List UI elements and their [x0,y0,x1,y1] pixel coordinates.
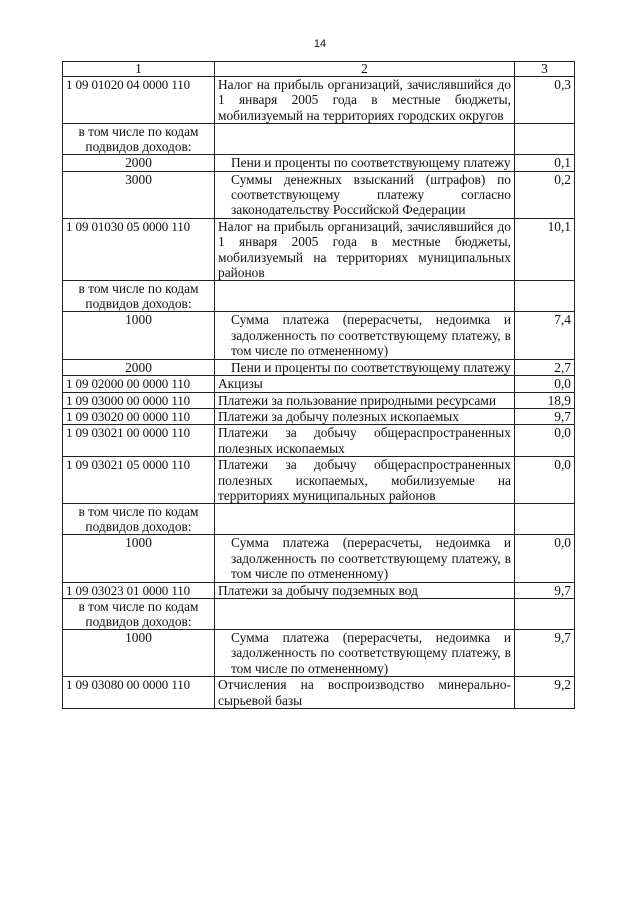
column-header: 3 [515,62,575,77]
subtype-label-cell: в том числе по кодам подвидов доходов: [63,124,215,155]
column-header: 2 [215,62,515,77]
table-row [63,504,575,535]
column-header: 1 [63,62,215,77]
name-cell: Налог на прибыль организаций, зачислявшийся до 1 января 2005 года в местные бюджеты, мобилизуемый на территориях муниципальных районов [215,218,515,281]
table-row [63,312,575,359]
value-cell [515,504,575,535]
name-cell: Сумма платежа (перерасчеты, недоимка и задолженность по соответствующему платежу, в том числе по отмененному) [215,629,515,676]
table-row [63,77,575,124]
table-row [63,408,575,424]
value-cell: 10,1 [515,218,575,281]
subtype-label-cell: в том числе по кодам подвидов доходов: [63,504,215,535]
code-cell: 1 09 03000 00 0000 110 [63,392,215,408]
code-cell: 1 09 03023 01 0000 110 [63,582,215,598]
value-cell [515,598,575,629]
value-cell [515,281,575,312]
value-cell: 0,0 [515,376,575,392]
value-cell: 9,7 [515,408,575,424]
name-cell [215,598,515,629]
code-cell: 1000 [63,535,215,582]
name-cell [215,504,515,535]
value-cell: 18,9 [515,392,575,408]
table-row [63,155,575,171]
table-row [63,598,575,629]
code-cell: 3000 [63,171,215,218]
code-cell: 1 09 03021 05 0000 110 [63,457,215,504]
name-cell: Налог на прибыль организаций, зачислявшийся до 1 января 2005 года в местные бюджеты, мобилизуемый на территориях городских округов [215,77,515,124]
code-cell: 1000 [63,312,215,359]
value-cell: 7,4 [515,312,575,359]
name-cell: Сумма платежа (перерасчеты, недоимка и задолженность по соответствующему платежу, в том числе по отмененному) [215,535,515,582]
value-cell: 9,7 [515,629,575,676]
table-row [63,218,575,281]
name-cell: Платежи за добычу общераспространенных полезных ископаемых, мобилизуемые на территориях муниципальных районов [215,457,515,504]
revenue-table [62,61,575,709]
table-row [63,359,575,375]
table-row [63,582,575,598]
value-cell: 9,2 [515,677,575,709]
page-number: 14 [313,38,327,50]
code-cell: 1 09 03020 00 0000 110 [63,408,215,424]
header-row [63,62,575,77]
code-cell: 2000 [63,359,215,375]
name-cell: Пени и проценты по соответствующему платежу [215,359,515,375]
subtype-label-cell: в том числе по кодам подвидов доходов: [63,598,215,629]
value-cell: 0,2 [515,171,575,218]
code-cell: 1 09 01020 04 0000 110 [63,77,215,124]
name-cell: Отчисления на воспроизводство минерально-сырьевой базы [215,677,515,709]
name-cell: Суммы денежных взысканий (штрафов) по соответствующему платежу согласно законодательству Российской Федерации [215,171,515,218]
table-row [63,457,575,504]
value-cell: 0,0 [515,425,575,457]
value-cell [515,124,575,155]
table-body [63,62,575,709]
value-cell: 9,7 [515,582,575,598]
name-cell: Платежи за пользование природными ресурсами [215,392,515,408]
value-cell: 0,1 [515,155,575,171]
table-row [63,171,575,218]
value-cell: 0,3 [515,77,575,124]
table-row [63,629,575,676]
name-cell: Акцизы [215,376,515,392]
table-row [63,425,575,457]
name-cell: Сумма платежа (перерасчеты, недоимка и задолженность по соответствующему платежу, в том числе по отмененному) [215,312,515,359]
name-cell: Платежи за добычу полезных ископаемых [215,408,515,424]
subtype-label-cell: в том числе по кодам подвидов доходов: [63,281,215,312]
table-row [63,392,575,408]
value-cell: 0,0 [515,457,575,504]
value-cell: 2,7 [515,359,575,375]
table-row [63,535,575,582]
code-cell: 1 09 01030 05 0000 110 [63,218,215,281]
name-cell: Платежи за добычу подземных вод [215,582,515,598]
table-row [63,677,575,709]
code-cell: 1 09 02000 00 0000 110 [63,376,215,392]
name-cell: Платежи за добычу общераспространенных полезных ископаемых [215,425,515,457]
table-row [63,281,575,312]
name-cell [215,281,515,312]
code-cell: 1 09 03080 00 0000 110 [63,677,215,709]
table-row [63,124,575,155]
code-cell: 1000 [63,629,215,676]
table-row [63,376,575,392]
code-cell: 2000 [63,155,215,171]
name-cell [215,124,515,155]
name-cell: Пени и проценты по соответствующему платежу [215,155,515,171]
code-cell: 1 09 03021 00 0000 110 [63,425,215,457]
value-cell: 0,0 [515,535,575,582]
